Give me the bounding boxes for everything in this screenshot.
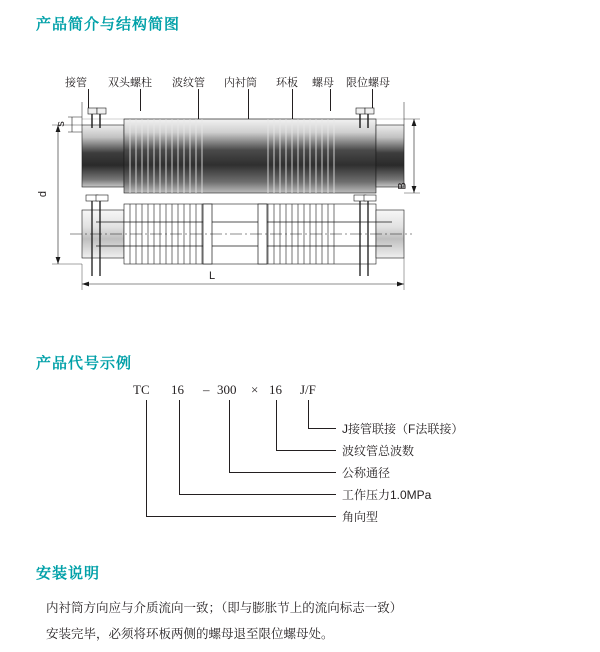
dimension-label-L: L [209, 270, 216, 282]
code-leader-horizontal-pressure [179, 494, 336, 495]
section-title-installation: 安装说明 [36, 565, 101, 582]
dimension-label-s: s [54, 121, 67, 127]
code-token-wave-count: 16 [269, 382, 282, 397]
callout-label-liner: 内衬筒 [224, 77, 257, 89]
code-leader-vertical-type [146, 400, 147, 517]
code-token-pressure: 16 [171, 382, 184, 397]
callout-label-nut: 螺母 [312, 77, 334, 89]
code-leader-horizontal-wave-count [276, 450, 336, 451]
callout-label-ring-plate: 环板 [276, 77, 298, 89]
dimension-label-d: d [37, 190, 50, 198]
installation-note-line-1: 内衬筒方向应与介质流向一致；（即与膨胀节上的流向标志一致） [46, 601, 403, 615]
callout-label-limit-nut: 限位螺母 [346, 77, 390, 89]
section-title-product-code: 产品代号示例 [36, 355, 133, 372]
code-description-wave-count: 波纹管总波数 [342, 444, 415, 458]
code-leader-vertical-wave-count [276, 400, 277, 451]
callout-label-connector: 接管 [65, 77, 87, 89]
callout-label-stud-bolt: 双头螺柱 [108, 77, 152, 89]
installation-note-line-2: 安装完毕，必须将环板两侧的螺母退至限位螺母处。 [46, 627, 334, 641]
code-leader-horizontal-type [146, 516, 336, 517]
code-token-connection: J/F [300, 382, 316, 397]
product-code-diagram [0, 378, 600, 538]
code-description-diameter: 公称通径 [342, 466, 391, 480]
code-leader-vertical-diameter [229, 400, 230, 473]
code-token-multiply: × [251, 382, 259, 397]
code-leader-horizontal-connection [308, 428, 336, 429]
code-leader-vertical-connection [308, 400, 309, 429]
installation-notes [46, 598, 566, 650]
structure-diagram [0, 62, 600, 292]
dimension-label-B: B [396, 182, 409, 190]
code-description-connection: J接管联接（F法联接） [342, 422, 464, 436]
code-description-pressure: 工作压力1.0MPa [342, 488, 432, 502]
expansion-joint-drawing-svg [0, 62, 600, 292]
code-token-diameter: 300 [217, 382, 237, 397]
callout-label-bellows: 波纹管 [172, 77, 205, 89]
code-leader-horizontal-diameter [229, 472, 336, 473]
code-token-dash: – [203, 382, 210, 397]
code-token-type: TC [133, 382, 150, 397]
code-leader-vertical-pressure [179, 400, 180, 495]
code-description-type: 角向型 [342, 510, 379, 524]
section-title-product-intro: 产品简介与结构简图 [36, 16, 181, 33]
